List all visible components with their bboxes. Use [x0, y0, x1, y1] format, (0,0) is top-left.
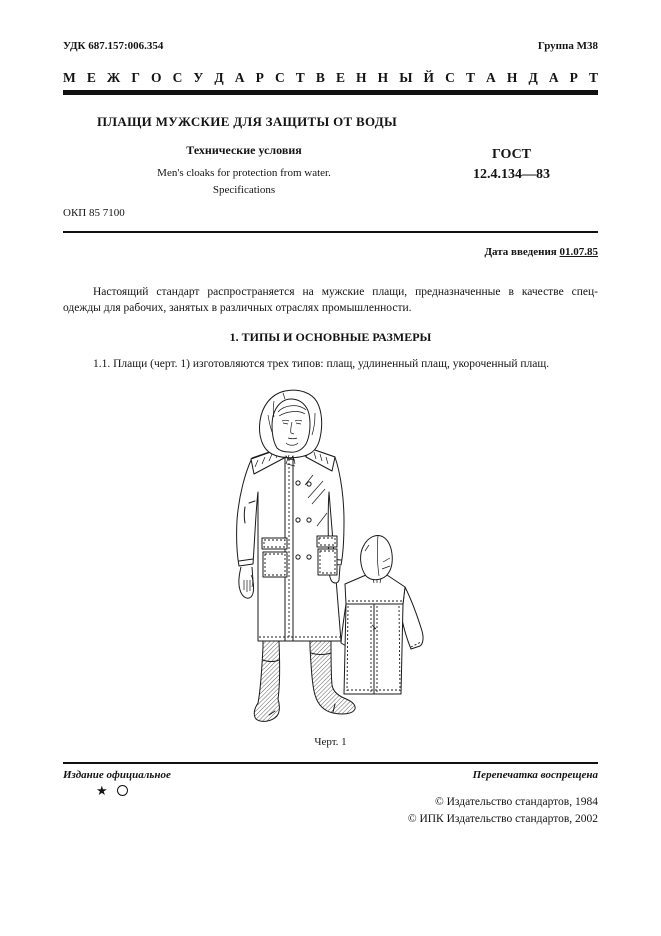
- header-rule-bar: [63, 90, 598, 95]
- cloak-back-view: [341, 535, 423, 694]
- document-subtitle-english: Specifications: [212, 184, 276, 196]
- clause-1-1: 1.1. Плащи (черт. 1) изготовляются трех типов: плащ, удлиненный плащ, укороченный плащ.: [93, 358, 550, 370]
- gost-label: ГОСТ: [491, 147, 532, 162]
- star-icon: ★: [96, 783, 108, 798]
- scope-line-2: одежды для рабочих, занятых в различных отраслях промышленности.: [63, 302, 412, 314]
- scope-line-1: Настоящий стандарт распространяется на мужские плащи, предназначенные в качестве спец-: [93, 286, 598, 298]
- okp-code: ОКП 85 7100: [63, 207, 125, 219]
- gost-number: 12.4.134—83: [473, 167, 550, 182]
- introduction-date: [63, 246, 598, 258]
- copyright-line-2002: © ИПК Издательство стандартов, 2002: [407, 813, 598, 825]
- cloak-front-view: [237, 390, 356, 721]
- classification-row: [63, 40, 598, 52]
- document-title-english: Men's cloaks for protection from water.: [157, 167, 331, 179]
- reprint-note: Перепечатка воспрещена: [472, 769, 598, 781]
- group-code: Группа М38: [537, 40, 598, 52]
- figure-1-caption: Черт. 1: [314, 736, 347, 748]
- figure-1-drawing: [225, 385, 430, 730]
- copyright-line-1984: © Издательство стандартов, 1984: [434, 796, 598, 808]
- date-value: 01.07.85: [559, 246, 598, 258]
- edition-note: Издание официальное: [63, 769, 171, 781]
- divider-rule-bottom: [63, 762, 598, 764]
- divider-rule-top: [63, 231, 598, 233]
- gost-designation: [425, 145, 598, 185]
- section-1-heading: 1. ТИПЫ И ОСНОВНЫЕ РАЗМЕРЫ: [229, 330, 432, 344]
- footer-notes: [63, 769, 598, 781]
- scope-paragraph: [63, 284, 598, 316]
- date-label: Дата введения: [484, 246, 557, 258]
- udk-code: УДК 687.157:006.354: [63, 40, 164, 52]
- document-title: ПЛАЩИ МУЖСКИЕ ДЛЯ ЗАЩИТЫ ОТ ВОДЫ: [97, 114, 398, 129]
- standard-kind-heading: М Е Ж Г О С У Д А Р С Т В Е Н Н Ы Й С Т А Н Д А Р Т: [63, 70, 598, 85]
- copyright-block: [63, 794, 598, 828]
- document-subtitle: Технические условия: [186, 143, 302, 157]
